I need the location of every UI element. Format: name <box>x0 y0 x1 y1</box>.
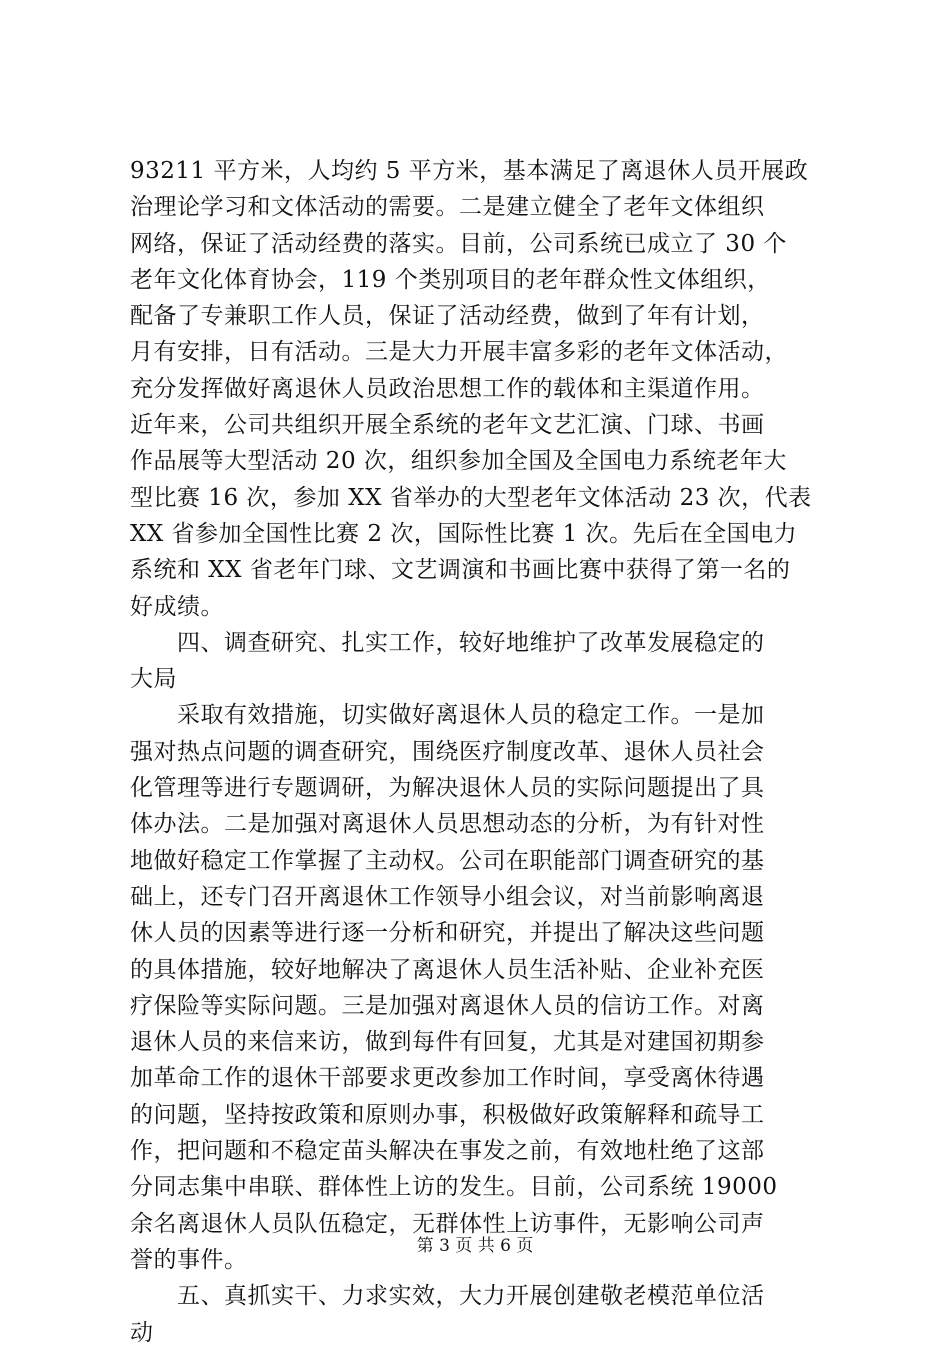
text-line: 的具体措施，较好地解决了离退休人员生活补贴、企业补充医 <box>130 956 765 983</box>
text-line: 四、调查研究、扎实工作，较好地维护了改革发展稳定的 <box>130 629 765 656</box>
text-line: 休人员的因素等进行逐一分析和研究，并提出了解决这些问题 <box>130 920 765 947</box>
text-line: 月有安排，日有活动。三是大力开展丰富多彩的老年文体活动， <box>130 339 788 366</box>
text-line: 作，把问题和不稳定苗头解决在事发之前，有效地杜绝了这部 <box>130 1138 765 1165</box>
text-line: 系统和 XX 省老年门球、文艺调演和书画比赛中获得了第一名的 <box>130 557 791 584</box>
text-line: 化管理等进行专题调研，为解决退休人员的实际问题提出了具 <box>130 775 765 802</box>
text-line: 誉的事件。 <box>130 1246 248 1273</box>
document-body <box>130 153 850 1351</box>
text-line: 大局 <box>130 666 177 693</box>
text-line: 93211 平方米，人均约 5 平方米，基本满足了离退休人员开展政 <box>130 158 809 184</box>
text-line: 五、真抓实干、力求实效，大力开展创建敬老模范单位活 <box>130 1283 765 1310</box>
text-line: 退休人员的来信来访，做到每件有回复，尤其是对建国初期参 <box>130 1029 765 1056</box>
text-line: 作品展等大型活动 20 次，组织参加全国及全国电力系统老年大 <box>130 448 787 475</box>
page-footer: 第 3 页 共 6 页 <box>416 1236 534 1256</box>
text-line: 充分发挥做好离退休人员政治思想工作的载体和主渠道作用。 <box>130 375 765 402</box>
text-line: 配备了专兼职工作人员，保证了活动经费，做到了年有计划， <box>130 303 765 330</box>
text-line: 好成绩。 <box>130 593 224 620</box>
text-line: 加革命工作的退休干部要求更改参加工作时间，享受离休待遇 <box>130 1065 765 1092</box>
text-line: 近年来，公司共组织开展全系统的老年文艺汇演、门球、书画 <box>130 412 765 439</box>
text-line: 疗保险等实际问题。三是加强对离退休人员的信访工作。对离 <box>130 992 765 1019</box>
text-line: 网络，保证了活动经费的落实。目前，公司系统已成立了 30 个 <box>130 230 787 257</box>
text-line: 的问题，坚持按政策和原则办事，积极做好政策解释和疏导工 <box>130 1101 765 1128</box>
text-line: 分同志集中串联、群体性上访的发生。目前，公司系统 19000 <box>130 1174 778 1201</box>
text-line: 地做好稳定工作掌握了主动权。公司在职能部门调查研究的基 <box>130 847 765 874</box>
text-line: 余名离退休人员队伍稳定，无群体性上访事件，无影响公司声 <box>130 1210 765 1237</box>
text-line: 体办法。二是加强对离退休人员思想动态的分析，为有针对性 <box>130 811 765 838</box>
text-line: 采取有效措施，切实做好离退休人员的稳定工作。一是加 <box>130 702 765 729</box>
text-line: 础上，还专门召开离退休工作领导小组会议，对当前影响离退 <box>130 883 765 910</box>
text-line: 治理论学习和文体活动的需要。二是建立健全了老年文体组织 <box>130 194 765 221</box>
text-line: 强对热点问题的调查研究，围绕医疗制度改革、退休人员社会 <box>130 738 765 765</box>
text-line: 老年文化体育协会，119 个类别项目的老年群众性文体组织， <box>130 266 771 293</box>
text-line: XX 省参加全国性比赛 2 次，国际性比赛 1 次。先后在全国电力 <box>130 520 798 547</box>
text-line: 动 <box>130 1319 154 1346</box>
text-line: 型比赛 16 次，参加 XX 省举办的大型老年文体活动 23 次，代表 <box>130 484 812 511</box>
